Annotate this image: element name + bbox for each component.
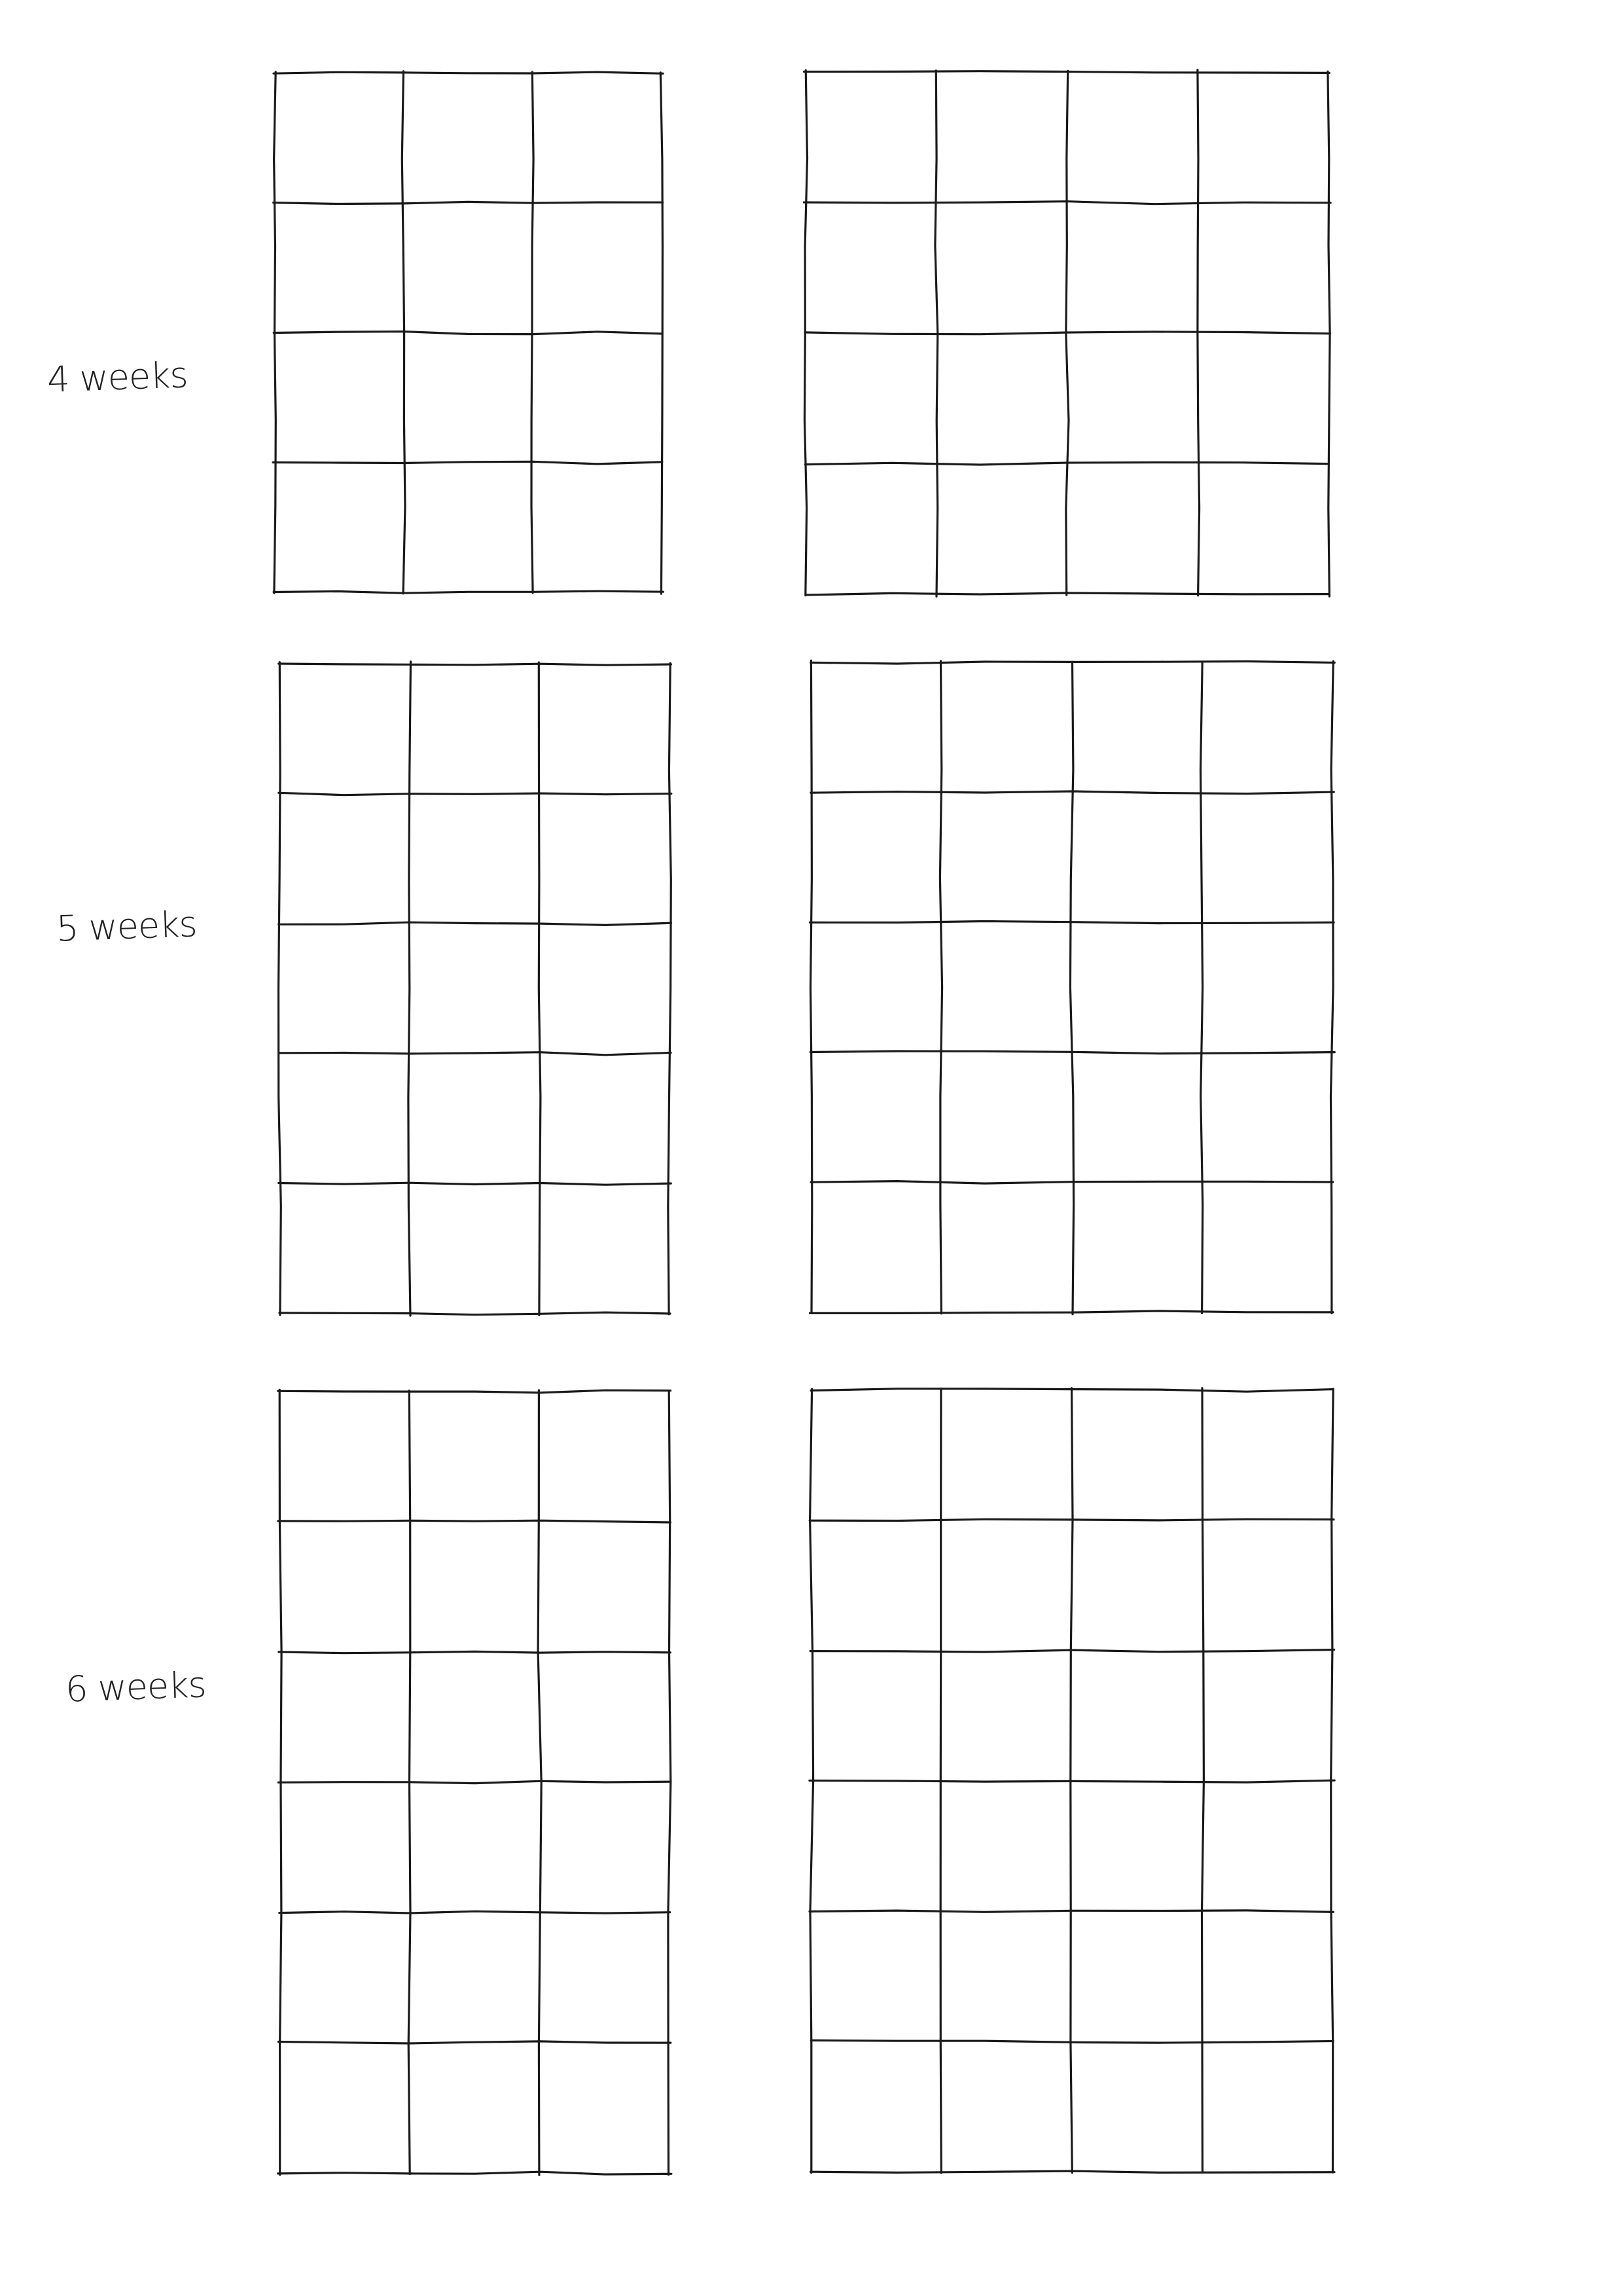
- grid-6w-3col: [278, 1390, 671, 2175]
- row-label-6-weeks: 6 weeks: [64, 1664, 207, 1710]
- grid-4w-4col: [804, 70, 1331, 597]
- grid-4w-3col: [273, 71, 663, 594]
- grid-6w-4col-hline-5: [811, 2041, 1333, 2043]
- grid-6w-4col-hline-2: [810, 1650, 1334, 1653]
- grid-6w-3col-hline-1: [278, 1520, 671, 1522]
- grid-5w-3col: [279, 662, 671, 1316]
- grid-6w-3col-vline-1: [408, 1391, 410, 2174]
- grid-5w-3col-vline-3: [668, 663, 671, 1314]
- grid-4w-3col-hline-2: [274, 332, 662, 334]
- grid-5w-4col-vline-4: [1331, 661, 1334, 1313]
- grid-6w-3col-hline-2: [279, 1651, 670, 1653]
- grid-4w-3col-hline-3: [273, 461, 662, 464]
- grid-4w-3col-hline-1: [274, 202, 663, 204]
- grid-6w-3col-hline-4: [279, 1911, 670, 1913]
- grid-4w-4col-hline-2: [805, 332, 1330, 334]
- grid-5w-3col-hline-3: [279, 1052, 671, 1055]
- grid-5w-4col-vline-2: [1070, 662, 1073, 1314]
- grid-5w-3col-hline-0: [279, 664, 671, 665]
- grid-5w-4col-vline-0: [811, 660, 812, 1313]
- grid-5w-3col-vline-1: [408, 662, 411, 1316]
- grid-5w-3col-hline-2: [279, 922, 671, 925]
- grid-5w-3col-hline-4: [279, 1183, 671, 1185]
- grid-5w-4col-vline-3: [1201, 662, 1203, 1313]
- grid-6w-3col-hline-5: [278, 2041, 670, 2043]
- grid-6w-4col: [810, 1388, 1334, 2173]
- row-label-5-weeks: 5 weeks: [55, 903, 198, 950]
- grid-6w-3col-hline-6: [278, 2172, 671, 2174]
- grid-4w-3col-vline-0: [274, 72, 276, 593]
- grid-5w-3col-hline-5: [279, 1312, 670, 1315]
- grid-5w-4col-hline-4: [811, 1181, 1333, 1184]
- grid-6w-3col-vline-0: [279, 1390, 281, 2175]
- grid-6w-4col-vline-3: [1202, 1388, 1204, 2172]
- grid-5w-4col: [810, 660, 1335, 1314]
- row-label-4-weeks: 4 weeks: [46, 354, 188, 401]
- grid-4w-4col-hline-0: [804, 71, 1330, 73]
- grid-6w-4col-vline-1: [940, 1389, 941, 2173]
- grid-5w-3col-hline-1: [279, 793, 671, 795]
- grid-5w-4col-hline-5: [810, 1311, 1334, 1313]
- grid-4w-3col-hline-4: [274, 591, 663, 593]
- grid-6w-3col-hline-0: [278, 1390, 671, 1393]
- grid-6w-3col-hline-3: [278, 1781, 671, 1783]
- grid-5w-3col-vline-2: [539, 662, 541, 1315]
- grid-4w-3col-vline-2: [531, 72, 533, 593]
- grid-4w-3col-hline-0: [274, 72, 663, 73]
- grid-6w-4col-hline-3: [810, 1780, 1334, 1782]
- grid-5w-3col-vline-0: [279, 662, 281, 1315]
- grid-5w-4col-hline-2: [810, 922, 1334, 924]
- grid-6w-3col-vline-2: [538, 1390, 541, 2175]
- grid-5w-4col-vline-1: [940, 661, 942, 1314]
